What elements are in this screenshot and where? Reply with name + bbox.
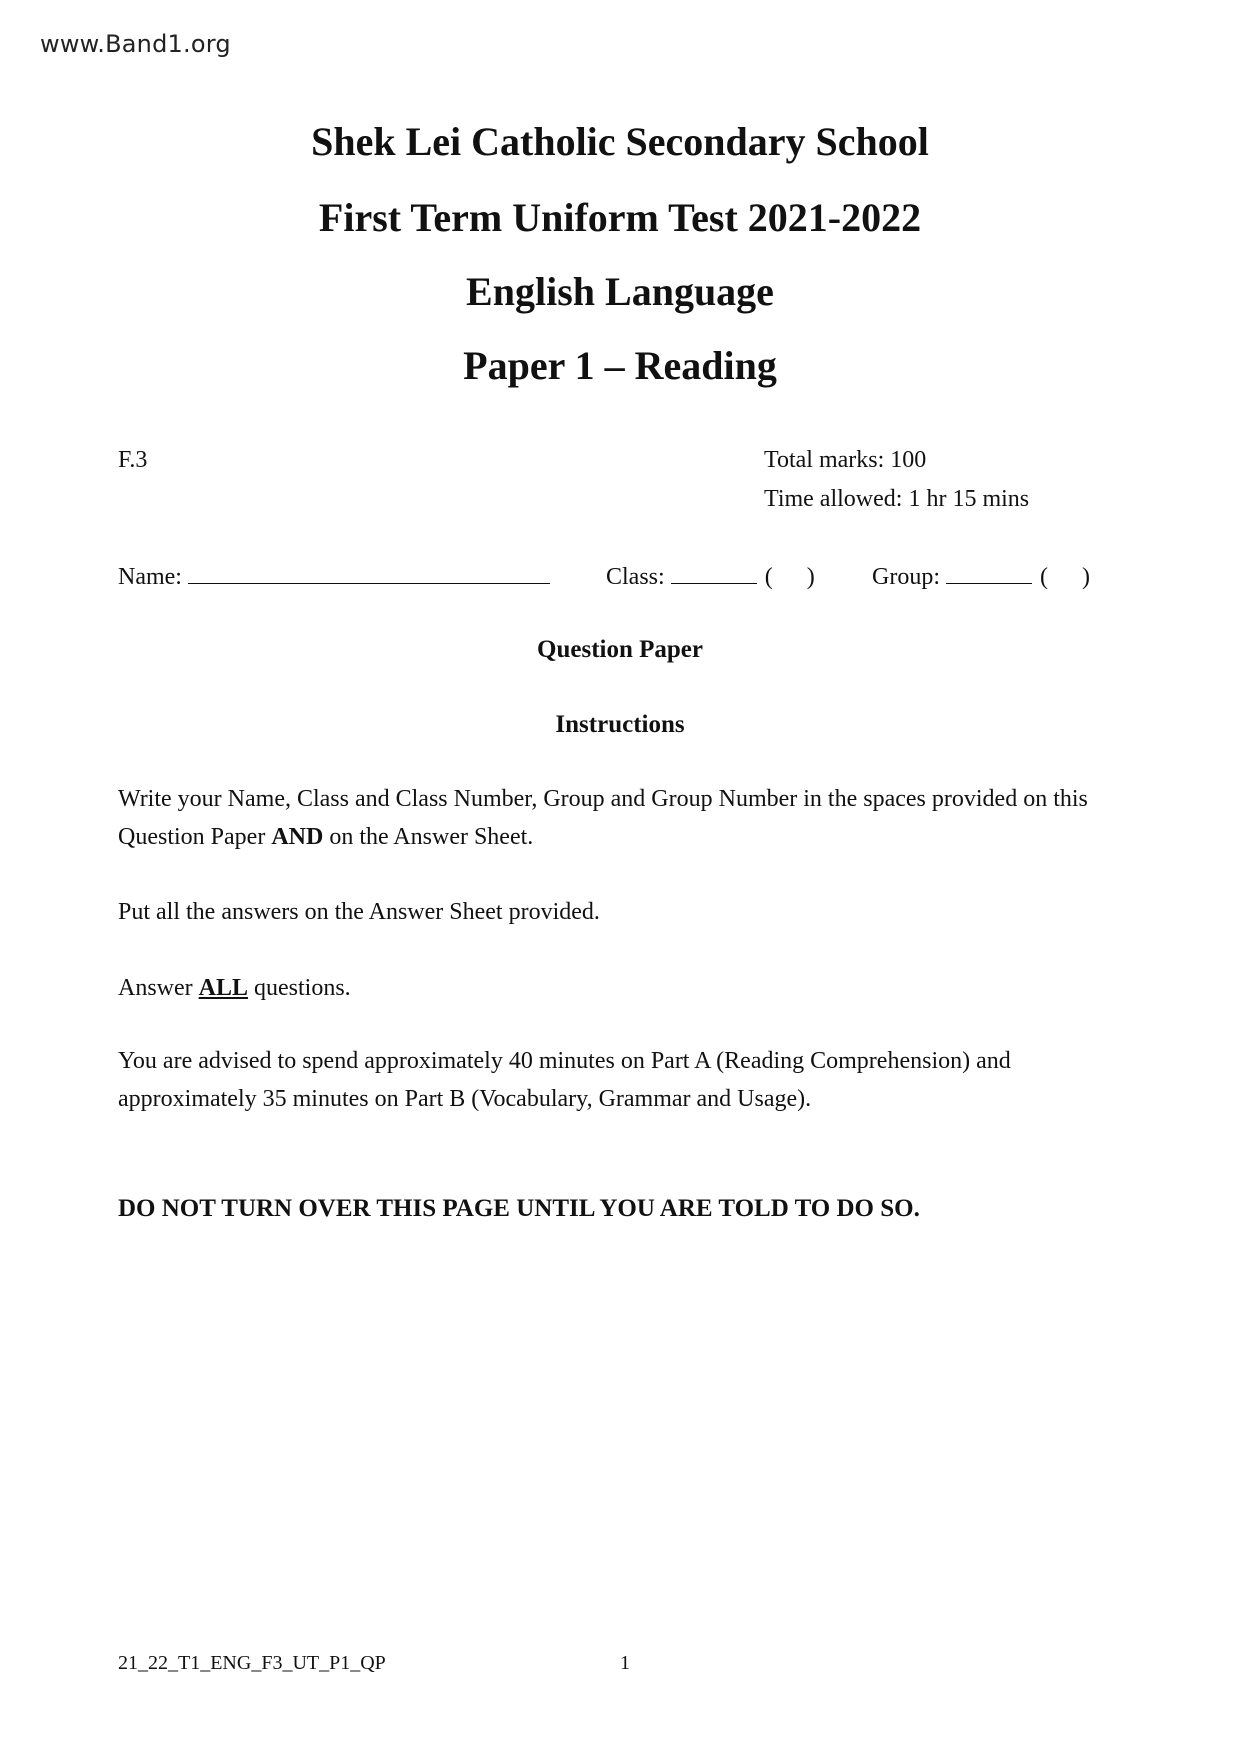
instruction-and-emphasis: AND — [271, 824, 324, 850]
group-number-paren-close: ) — [1082, 564, 1090, 590]
watermark-url: www.Band1.org — [40, 30, 231, 58]
question-paper-heading: Question Paper — [537, 636, 703, 663]
group-label: Group: — [872, 564, 940, 590]
instruction-write-details-text: Write your Name, Class and Class Number, Group and Group Number in the spaces provided on this Question Paper — [118, 786, 1088, 850]
footer-page-number: 1 — [620, 1652, 630, 1674]
instruction-answer-all-end: questions. — [248, 975, 351, 1001]
test-title: First Term Uniform Test 2021-2022 — [318, 195, 922, 240]
instruction-answer-all-start: Answer — [118, 975, 199, 1001]
instruction-write-details — [118, 780, 1118, 856]
instruction-write-details-end: on the Answer Sheet. — [323, 824, 534, 850]
warning-notice: DO NOT TURN OVER THIS PAGE UNTIL YOU ARE TOLD TO DO SO. — [118, 1195, 920, 1222]
instruction-answer-all — [118, 969, 1118, 1007]
class-label: Class: — [606, 564, 665, 590]
total-marks: Total marks: 100 — [764, 447, 927, 473]
instruction-all-emphasis: ALL — [198, 975, 249, 1001]
paper-title: Paper 1 – Reading — [463, 343, 777, 388]
name-label: Name: — [118, 564, 182, 590]
subject-title: English Language — [466, 269, 774, 314]
class-blank-line — [671, 561, 757, 584]
group-number-paren-open: ( — [1040, 564, 1048, 590]
time-allowed: Time allowed: 1 hr 15 mins — [764, 486, 1030, 512]
class-number-paren-close: ) — [806, 564, 815, 590]
instructions-heading: Instructions — [555, 711, 685, 738]
form-level: F.3 — [118, 447, 148, 473]
instruction-answer-sheet: Put all the answers on the Answer Sheet provided. — [118, 899, 600, 925]
name-blank-line — [188, 561, 550, 584]
instruction-time-advice: You are advised to spend approximately 40 minutes on Part A (Reading Comprehension) and approximately 35 minutes on Part B (Vocabulary, Grammar and Usage). — [118, 1048, 1011, 1112]
class-field — [606, 561, 815, 591]
class-number-paren-open: ( — [764, 564, 773, 590]
group-blank-line — [946, 561, 1032, 584]
footer-document-code: 21_22_T1_ENG_F3_UT_P1_QP — [118, 1652, 386, 1674]
name-field — [118, 561, 550, 591]
group-field — [872, 561, 1090, 591]
school-name: Shek Lei Catholic Secondary School — [311, 119, 929, 164]
